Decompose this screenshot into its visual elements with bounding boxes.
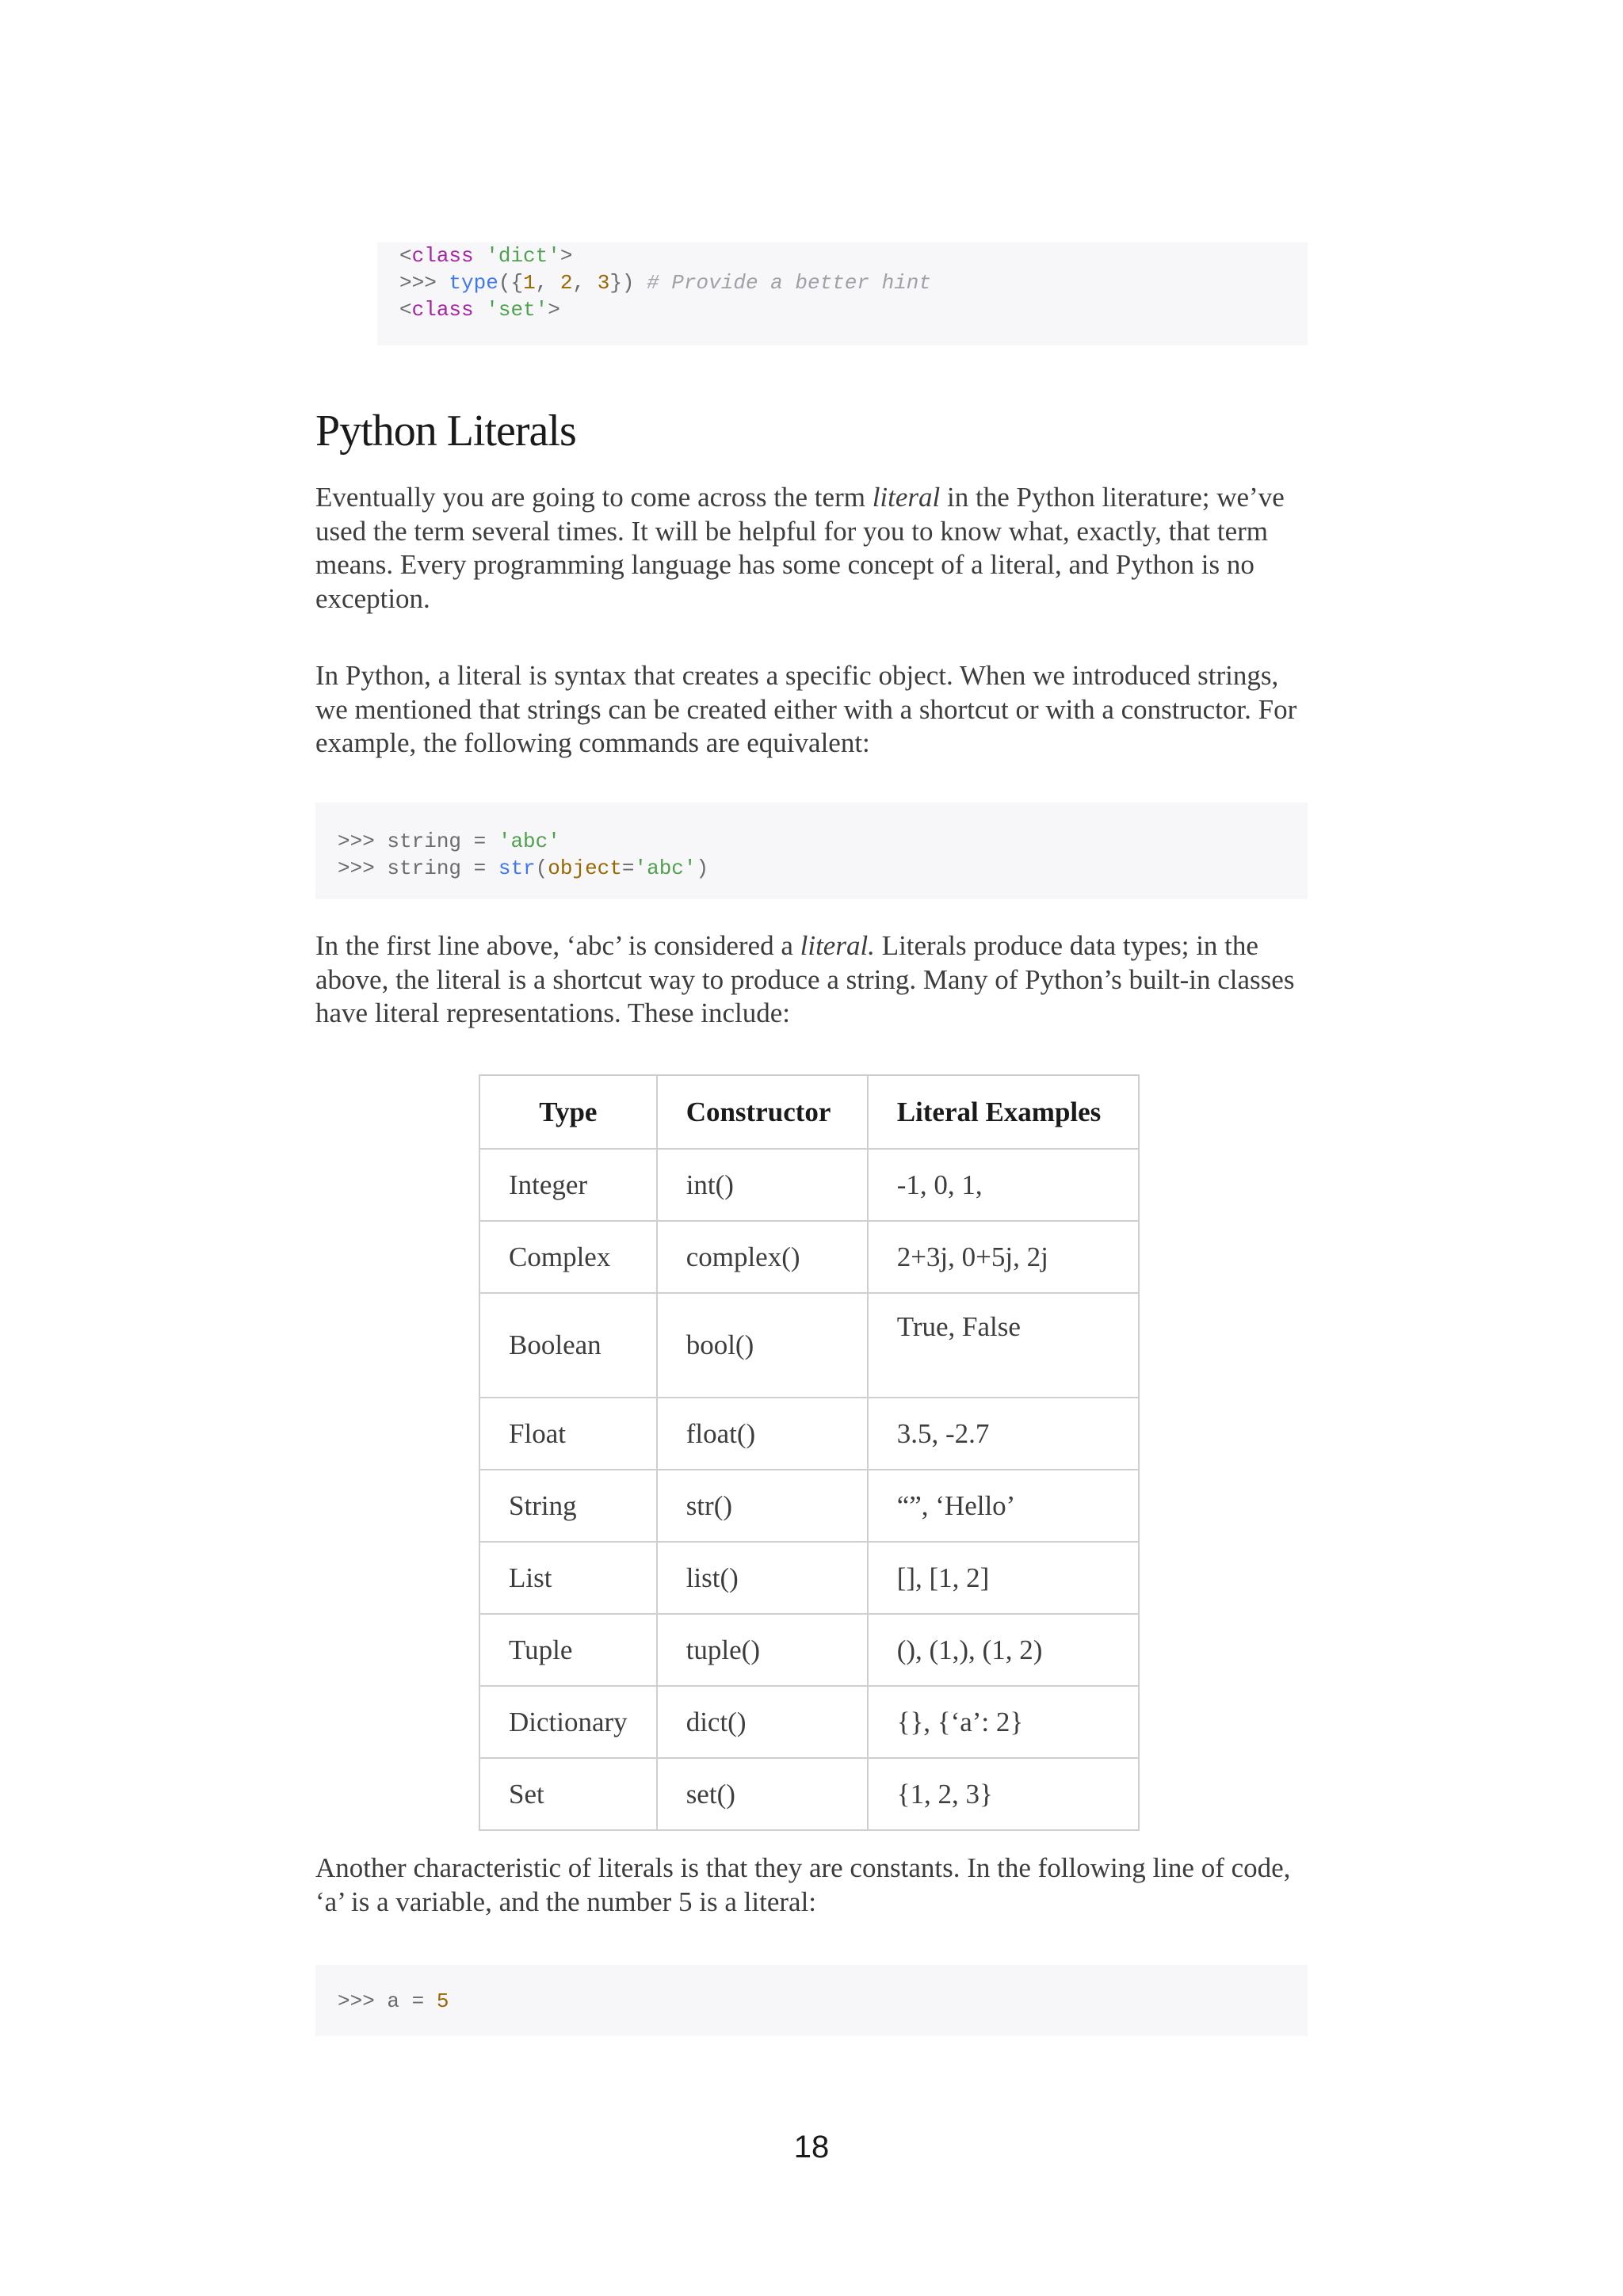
cell-constructor: complex()	[657, 1221, 868, 1293]
code-token: ,	[572, 271, 598, 295]
section-heading: Python Literals	[315, 406, 576, 456]
cell-constructor: tuple()	[657, 1614, 868, 1686]
cell-literal-examples: 3.5, -2.7	[868, 1398, 1139, 1470]
page-number: 18	[793, 2130, 830, 2164]
table-row	[479, 1686, 1139, 1758]
literals-table	[479, 1074, 1140, 1831]
table-row	[479, 1542, 1139, 1614]
code-comment: # Provide a better hint	[647, 271, 931, 295]
table-header-row	[479, 1075, 1139, 1149]
code-token: })	[609, 271, 647, 295]
code-token: )	[696, 856, 709, 880]
code-string: 'set'	[486, 298, 548, 322]
cell-type: List	[479, 1542, 657, 1614]
table-row	[479, 1221, 1139, 1293]
cell-constructor: int()	[657, 1149, 868, 1221]
header-type: Type	[479, 1075, 657, 1149]
code-string: 'dict'	[486, 244, 560, 268]
cell-literal-examples: [], [1, 2]	[868, 1542, 1139, 1614]
paragraph-intro	[315, 481, 1311, 616]
text-run: in the Python literature; we’ve used the term several times. It will be helpful for you to know what, exactly, that term means. Every programming language has some concept of a literal, and Python is no exception.	[315, 482, 1285, 614]
code-token: >	[559, 244, 573, 268]
cell-constructor: dict()	[657, 1686, 868, 1758]
code-token	[474, 244, 487, 268]
paragraph-literal-explanation	[315, 929, 1311, 1031]
code-number: 1	[523, 271, 536, 295]
header-literal-examples: Literal Examples	[868, 1075, 1139, 1149]
table-row	[479, 1614, 1139, 1686]
paragraph-literal-definition: In Python, a literal is syntax that creates a specific object. When we introduced strings, we mentioned that strings can be created either with a shortcut or with a constructor. For example, the following commands are equivalent:	[315, 660, 1297, 758]
code-token: ,	[535, 271, 560, 295]
code-parameter: object	[548, 856, 622, 880]
table-row	[479, 1758, 1139, 1830]
cell-type: Complex	[479, 1221, 657, 1293]
cell-literal-examples: “”, ‘Hello’	[868, 1470, 1139, 1542]
code-token: ({	[498, 271, 524, 295]
cell-type: Integer	[479, 1149, 657, 1221]
text-run: Literals produce data types; in the above, the literal is a shortcut way to produce a string. Many of Python’s built-in classes have literal representations. These include:	[315, 930, 1295, 1028]
code-token	[474, 298, 487, 322]
paragraph-constants: Another characteristic of literals is that they are constants. In the following line of code, ‘a’ is a variable, and the number 5 is a literal:	[315, 1852, 1291, 1917]
cell-constructor: float()	[657, 1398, 868, 1470]
table-row	[479, 1470, 1139, 1542]
cell-literal-examples: {1, 2, 3}	[868, 1758, 1139, 1830]
code-line	[338, 856, 708, 880]
table-row	[479, 1149, 1139, 1221]
code-line	[399, 242, 1308, 269]
cell-type: String	[479, 1470, 657, 1542]
cell-type: Tuple	[479, 1614, 657, 1686]
code-prompt: >>> a =	[338, 1989, 437, 2013]
code-prompt: >>>	[399, 271, 449, 295]
code-token: (	[535, 856, 548, 880]
code-function: str	[498, 856, 536, 880]
emphasis-literal: literal.	[800, 930, 875, 961]
code-token: <	[399, 298, 412, 322]
cell-type: Set	[479, 1758, 657, 1830]
code-string: 'abc'	[498, 830, 560, 853]
text-run: In the first line above, ‘abc’ is considered a	[315, 930, 800, 961]
code-prompt: >>> string =	[338, 830, 498, 853]
code-line	[399, 296, 1308, 323]
cell-constructor: list()	[657, 1542, 868, 1614]
code-line	[399, 269, 1308, 296]
code-line	[338, 1989, 449, 2013]
table-row	[479, 1398, 1139, 1470]
code-block-string	[315, 803, 1308, 899]
code-keyword: class	[411, 298, 474, 322]
table-row	[479, 1293, 1139, 1398]
cell-constructor: bool()	[657, 1293, 868, 1398]
cell-type: Dictionary	[479, 1686, 657, 1758]
text-run: Eventually you are going to come across the term	[315, 482, 873, 513]
emphasis-literal: literal	[872, 482, 941, 513]
cell-literal-examples: {}, {‘a’: 2}	[868, 1686, 1139, 1758]
code-prompt: >>> string =	[338, 856, 498, 880]
code-block-assignment	[315, 1965, 1308, 2036]
code-token: <	[399, 244, 412, 268]
code-string: 'abc'	[634, 856, 697, 880]
header-constructor: Constructor	[657, 1075, 868, 1149]
code-number: 2	[559, 271, 573, 295]
cell-type: Boolean	[479, 1293, 657, 1398]
cell-constructor: set()	[657, 1758, 868, 1830]
code-line	[338, 830, 560, 853]
cell-literal-examples: (), (1,), (1, 2)	[868, 1614, 1139, 1686]
cell-constructor: str()	[657, 1470, 868, 1542]
cell-literal-examples: 2+3j, 0+5j, 2j	[868, 1221, 1139, 1293]
code-function: type	[449, 271, 498, 295]
code-token: >	[548, 298, 560, 322]
code-number: 3	[597, 271, 610, 295]
code-keyword: class	[411, 244, 474, 268]
code-number: 5	[436, 1989, 449, 2013]
code-block-type-hint	[377, 242, 1308, 345]
cell-literal-examples: -1, 0, 1,	[868, 1149, 1139, 1221]
cell-type: Float	[479, 1398, 657, 1470]
cell-literal-examples: True, False	[868, 1293, 1139, 1398]
code-token: =	[621, 856, 635, 880]
